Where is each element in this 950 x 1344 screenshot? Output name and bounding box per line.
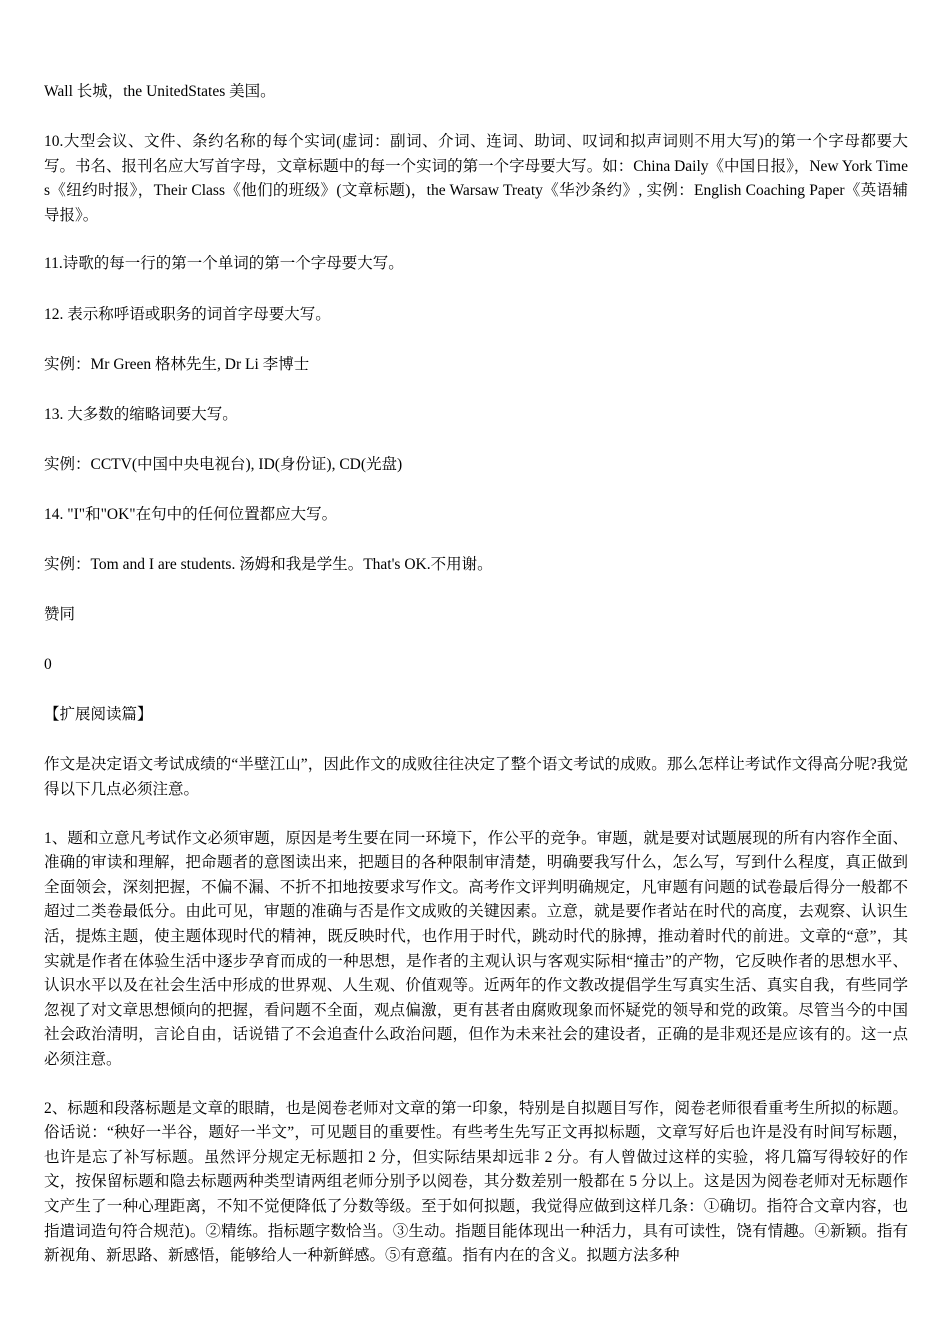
paragraph-rule-14: 14. "I"和"OK"在句中的任何位置都应大写。 xyxy=(44,505,338,523)
section-heading: 【扩展阅读篇】 xyxy=(44,706,153,724)
paragraph-rule-13: 13. 大多数的缩略词要大写。 xyxy=(44,405,238,423)
paragraph-continuation: Wall 长城，the UnitedStates 美国。 xyxy=(44,83,276,100)
paragraph-rule-10: 10.大型会议、文件、条约名称的每个实词(虚词：副词、介词、连词、助词、叹词和拟声词则不用大写)的第一个字母都要大写。书名、报刊名应大写首字母，文章标题中的每一个实词的第一个字母要大写。如：China Daily《中国日报》，New York Times《纽约时报》，Their Class《他们的班级》(文章标题)，the Warsaw Treaty《华沙条约》, 实例：English Coaching Paper《英语辅导报》。 xyxy=(44,133,908,224)
paragraph-example-13: 实例：CCTV(中国中央电视台), ID(身份证), CD(光盘) xyxy=(44,455,403,473)
paragraph-point-2: 2、标题和段落标题是文章的眼睛，也是阅卷老师对文章的第一印象，特别是自拟题目写作，阅卷老师很看重考生所拟的标题。俗话说：“秧好一半谷，题好一半文”，可见题目的重要性。有些考生先写正文再拟标题，文章写好后也许是没有时间写标题，也许是忘了补写标题。虽然评分规定无标题扣 2 分，但实际结果却远非 2 分。有人曾做过这样的实验，将几篇写得较好的作文，按保留标题和隐去标题两种类型请两组老师分别予以阅卷，其分数差别一般都在 5 分以上。这是因为阅卷老师对无标题作文产生了一种心理距离，不知不觉便降低了分数等级。至于如何拟题，我觉得应做到这样几条：①确切。指符合文章内容，也指遣词造句符合规范)。②精练。指标题字数恰当。③生动。指题目能体现出一种活力，具有可读性，饶有情趣。④新颖。指有新视角、新思路、新感悟，能够给人一种新鲜感。⑤有意蕴。指有内在的含义。拟题方法多种 xyxy=(44,1099,908,1265)
paragraph-intro: 作文是决定语文考试成绩的“半壁江山”，因此作文的成败往往决定了整个语文考试的成败。那么怎样让考试作文得高分呢?我觉得以下几点必须注意。 xyxy=(44,756,908,798)
paragraph-example-14: 实例：Tom and I are students. 汤姆和我是学生。That's OK.不用谢。 xyxy=(44,556,493,574)
like-count: 0 xyxy=(44,656,52,674)
paragraph-rule-11: 11.诗歌的每一行的第一个单词的第一个字母要大写。 xyxy=(44,255,404,273)
like-label: 赞同 xyxy=(44,606,76,624)
paragraph-point-1: 1、题和立意凡考试作文必须审题，原因是考生要在同一环境下，作公平的竞争。审题，就是要对试题展现的所有内容作全面、准确的审读和理解，把命题者的意图读出来，把题目的各种限制审清楚，明确要我写什么，怎么写，写到什么程度，真正做到全面领会，深刻把握，不偏不漏、不折不扣地按要求写作文。高考作文评判明确规定，凡审题有问题的试卷最后得分一般都不超过二类卷最低分。由此可见，审题的准确与否是作文成败的关键因素。立意，就是要作者站在时代的高度，去观察、认识生活，提炼主题，使主题体现时代的精神，既反映时代，也作用于时代，跳动时代的脉搏，推动着时代的前进。文章的“意”，其实就是作者在体验生活中逐步孕育而成的一种思想，是作者的主观认识与客观实际相“撞击”的产物，它反映作者的思想水平、认识水平以及在社会生活中形成的世界观、人生观、价值观等。近两年的作文教改提倡学生写真实生活、真实自我，有些同学忽视了对文章思想倾向的把握，看问题不全面，观点偏激，更有甚者由腐败现象而怀疑党的领导和党的政策。尽管当今的中国社会政治清明，言论自由，话说错了不会追查什么政治问题，但作为未来社会的建设者，正确的是非观还是应该有的。这一点必须注意。 xyxy=(44,829,908,1068)
paragraph-example-12: 实例：Mr Green 格林先生, Dr Li 李博士 xyxy=(44,355,310,373)
paragraph-rule-12: 12. 表示称呼语或职务的词首字母要大写。 xyxy=(44,305,331,323)
